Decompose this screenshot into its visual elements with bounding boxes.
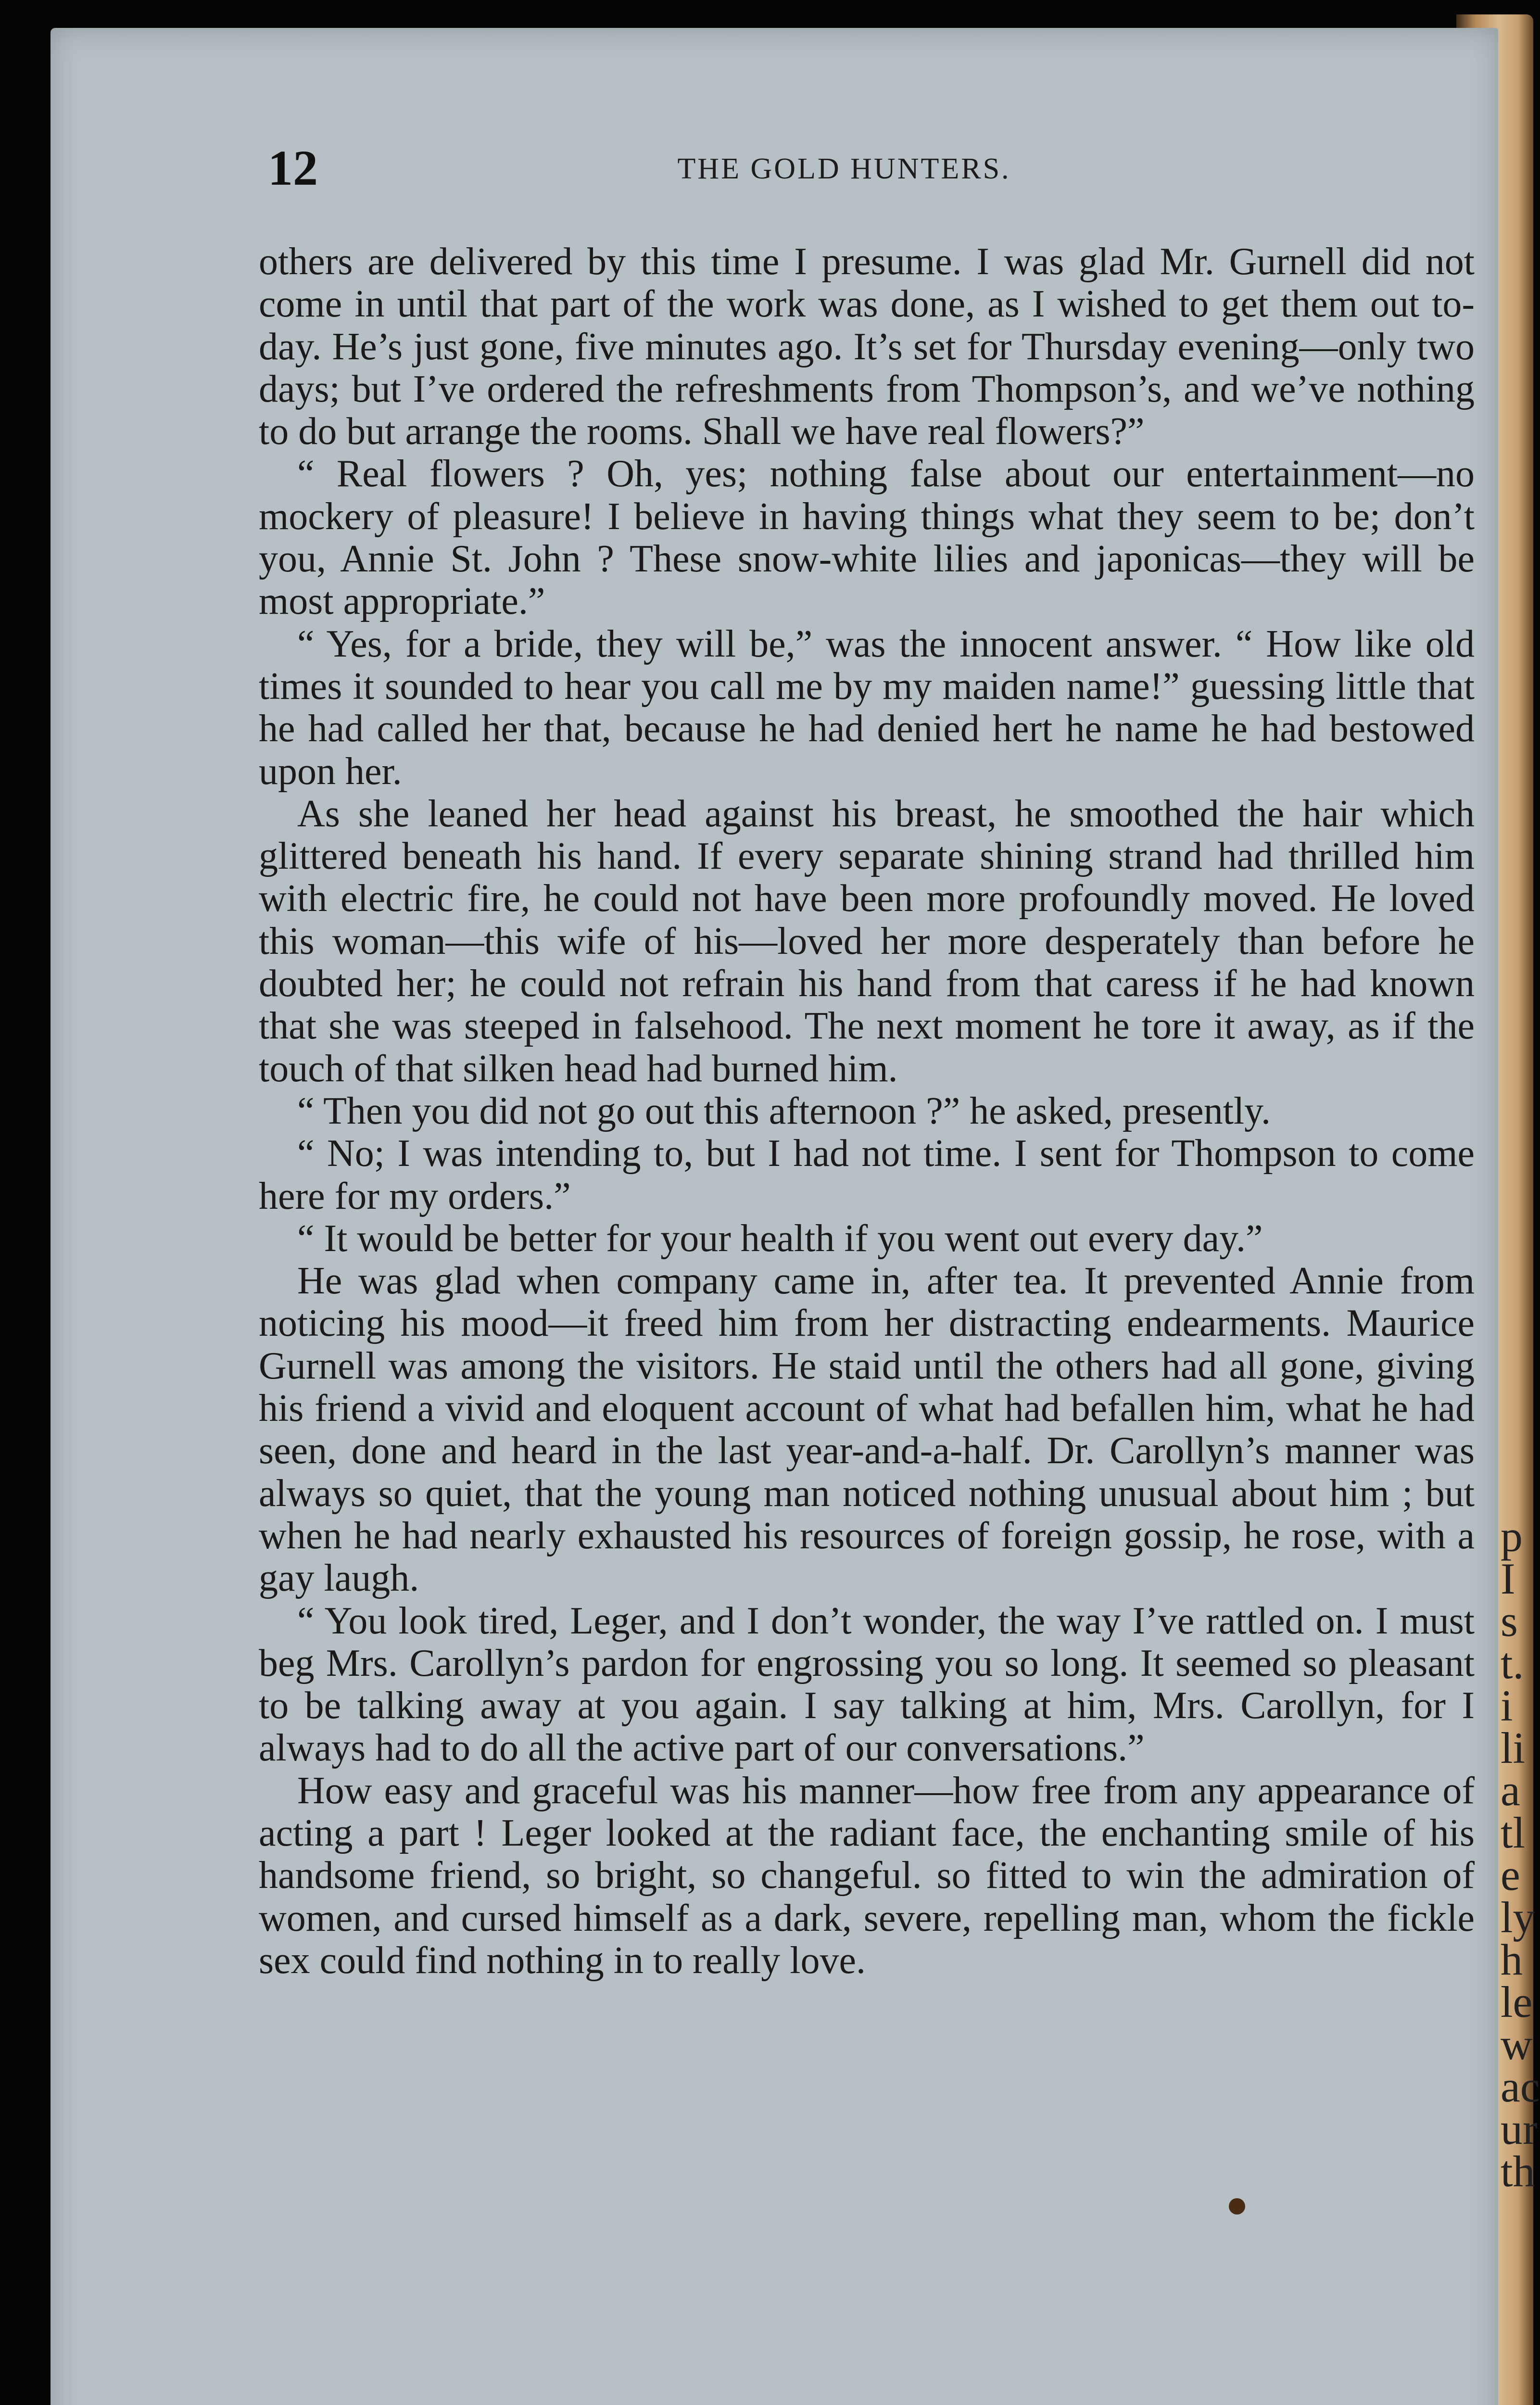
next-page-fragment: ly	[1501, 1893, 1535, 1942]
page-number: 12	[268, 140, 318, 196]
next-page-fragment: e	[1501, 1850, 1520, 1899]
next-page-fragment: le	[1501, 1977, 1533, 2026]
paragraph: He was glad when company came in, after tea. It prevented Annie from noticing his mood—it freed him from her distracting endearments. Maurice Gurnell was among the visitors. He staid until the others had all gone, giving his friend a vivid and eloquent account of what had befallen him, what he had seen, done and heard in the last year-and-a-half. Dr. Carollyn’s manner was always so quiet, that the young man noticed nothing unusual about him ; but when he had nearly exhausted his resources of foreign gossip, he rose, with a gay laugh.	[259, 1260, 1475, 1600]
paragraph: How easy and graceful was his manner—how free from any appearance of acting a part ! Leger looked at the radiant face, the enchanting smile of his handsome friend, so bright, so changeful. so fitted to win the admiration of women, and cursed himself as a dark, severe, repelling man, whom the fickle sex could find nothing in to really love.	[259, 1769, 1475, 1982]
next-page-fragment: t.	[1501, 1639, 1524, 1688]
next-page-fragment: i	[1501, 1681, 1513, 1730]
ink-stain	[1229, 2198, 1245, 2215]
next-page-fragment: p	[1501, 1512, 1523, 1561]
paragraph: “ It would be better for your health if you went out every day.”	[297, 1217, 1263, 1260]
next-page-fragment: tl	[1501, 1808, 1526, 1857]
paragraph: As she leaned her head against his breast, he smoothed the hair which glittered beneath his hand. If every separate shining strand had thrilled him with electric fire, he could not have been more profoundly moved. He loved this woman—this wife of his—loved her more desperately than before he doubted her; he could not refrain his hand from that caress if he had known that she was steeped in falsehood. The next moment he tore it away, as if the touch of that silken head had burned him.	[259, 792, 1475, 1090]
next-page-fragment: a	[1501, 1766, 1520, 1815]
next-page-fragment: h	[1501, 1935, 1523, 1984]
paragraph: “ No; I was intending to, but I had not time. I sent for Thompson to come here for my orders.”	[259, 1132, 1475, 1217]
paragraph: “ Yes, for a bride, they will be,” was the innocent answer. “ How like old times it sounded to hear you call me by my maiden name!” guessing little that he had called her that, because he had denied hert he name he had bestowed upon her.	[259, 622, 1475, 793]
next-page-fragment: li	[1501, 1723, 1526, 1772]
page-header	[214, 112, 1474, 196]
paragraph: “ Real flowers ? Oh, yes; nothing false about our entertainment—no mockery of pleasure! I believe in having things what they seem to be; don’t you, Annie St. John ? These snow-white lilies and japonicas—they will be most appropriate.”	[259, 453, 1475, 623]
next-page-fragment: w	[1501, 2020, 1533, 2069]
next-page-fragment: th	[1501, 2147, 1535, 2196]
paragraph: “ Then you did not go out this afternoon ?” he asked, presently.	[297, 1089, 1271, 1132]
next-page-fragment: s	[1501, 1596, 1518, 1646]
paragraph: others are delivered by this time I presume. I was glad Mr. Gurnell did not come in until that part of the work was done, as I wished to get them out to-day. He’s just gone, five minutes ago. It’s set for Thursday evening—only two days; but I’ve ordered the refreshments from Thompson’s, and we’ve nothing to do but arrange the rooms. Shall we have real flowers?”	[259, 240, 1475, 453]
running-head: THE GOLD HUNTERS.	[677, 152, 1011, 185]
next-page-fragment: ac	[1501, 2062, 1540, 2111]
body-text	[259, 240, 1475, 1982]
next-page-fragment: I	[1501, 1554, 1515, 1603]
next-page-fragments	[1501, 1512, 1540, 2196]
next-page-fragment: ur	[1501, 2104, 1538, 2153]
paragraph: “ You look tired, Leger, and I don’t wonder, the way I’ve rattled on. I must beg Mrs. Carollyn’s pardon for engrossing you so long. It seemed so pleasant to be talking away at you again. I say talking at him, Mrs. Carollyn, for I always had to do all the active part of our conversations.”	[259, 1599, 1475, 1770]
